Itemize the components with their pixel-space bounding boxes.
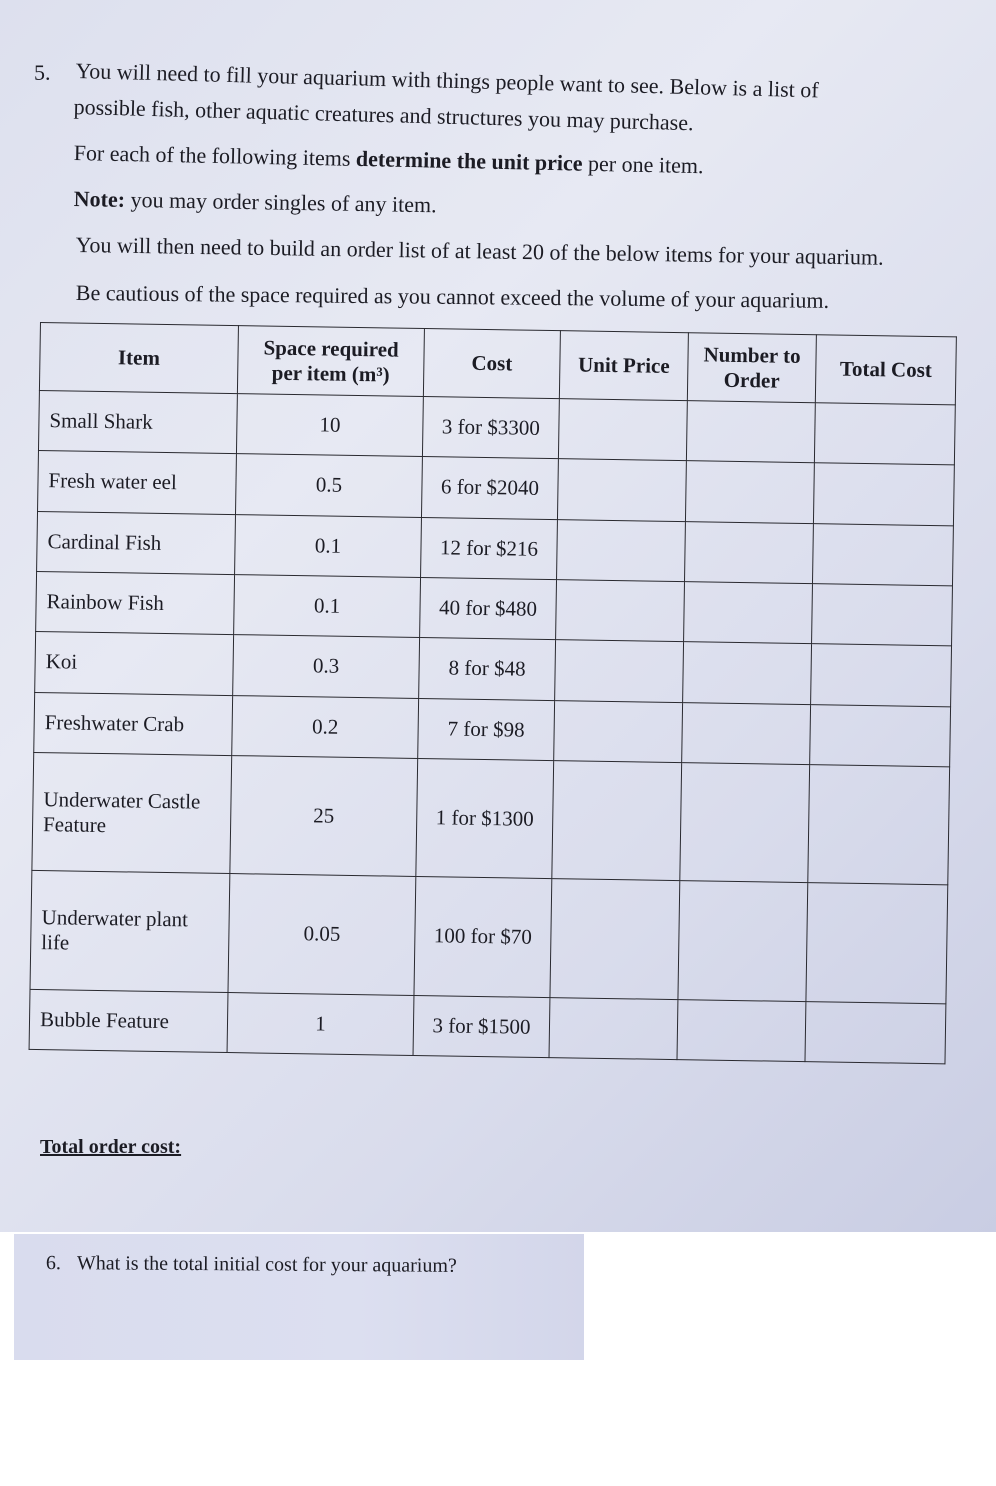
note-text: you may order singles of any item. [124, 186, 437, 218]
total-cost-cell[interactable] [812, 523, 953, 586]
number-to-order-cell[interactable] [680, 763, 810, 883]
space-required: 0.5 [236, 454, 423, 517]
note-label: Note: [73, 186, 126, 212]
item-name: Small Shark [38, 390, 237, 453]
number-to-order-cell[interactable] [685, 461, 814, 523]
item-name: Cardinal Fish [37, 511, 236, 574]
cost: 3 for $3300 [422, 397, 559, 459]
unit-price-cell[interactable] [550, 879, 680, 999]
unit-price-cell[interactable] [558, 399, 687, 461]
total-order-cost-label: Total order cost: [40, 1136, 182, 1158]
header-number-to-order: Number to Order [687, 333, 816, 403]
question-5-line-5: You will then need to build an order list of at least 20 of the below items for your aquarium. [75, 232, 884, 270]
question-5-line-6: Be cautious of the space required as you cannot exceed the volume of your aquarium. [75, 280, 830, 313]
total-cost-cell[interactable] [813, 463, 954, 526]
item-name: Fresh water eel [38, 451, 237, 514]
table-row [32, 752, 950, 885]
header-item: Item [39, 323, 238, 394]
question-5-line-2: possible fish, other aquatic creatures and structures you may purchase. [73, 94, 694, 136]
instruction-text: For each of the following items [73, 140, 357, 171]
number-to-order-cell[interactable] [685, 521, 814, 583]
number-to-order-cell[interactable] [682, 702, 811, 764]
total-cost-cell[interactable] [808, 765, 950, 886]
question-5-line-1: You will need to fill your aquarium with things people want to see. Below is a list of [75, 58, 819, 103]
cost: 6 for $2040 [421, 457, 558, 519]
item-name: Underwater plant life [30, 871, 230, 992]
cost: 3 for $1500 [413, 995, 550, 1058]
cost: 12 for $216 [421, 517, 558, 579]
space-required: 0.2 [232, 695, 419, 758]
cost: 100 for $70 [414, 877, 552, 997]
unit-price-cell[interactable] [554, 700, 683, 762]
instruction-text-end: per one item. [582, 150, 704, 179]
instruction-bold: determine the unit price [355, 145, 583, 176]
unit-price-cell[interactable] [557, 519, 686, 581]
space-required: 0.1 [234, 575, 421, 638]
space-required: 1 [227, 992, 414, 1055]
space-required: 0.05 [228, 874, 416, 995]
item-name: Koi [35, 632, 234, 695]
total-cost-cell[interactable] [805, 1001, 946, 1064]
question-6 [46, 1252, 457, 1278]
total-cost-cell[interactable] [814, 403, 955, 466]
space-required: 0.3 [233, 635, 420, 698]
number-to-order-cell[interactable] [677, 999, 806, 1061]
item-name: Rainbow Fish [36, 571, 235, 634]
total-cost-cell[interactable] [810, 704, 951, 767]
total-cost-cell[interactable] [811, 644, 952, 707]
header-total-cost: Total Cost [815, 335, 956, 405]
item-name: Bubble Feature [29, 989, 228, 1052]
space-required: 0.1 [235, 514, 422, 577]
cost: 1 for $1300 [416, 758, 554, 878]
cost: 7 for $98 [418, 698, 555, 760]
header-unit-price: Unit Price [559, 331, 688, 401]
number-to-order-cell[interactable] [678, 881, 808, 1001]
cost: 8 for $48 [419, 638, 556, 700]
space-required: 10 [236, 394, 423, 457]
item-name: Underwater Castle Feature [32, 752, 232, 873]
space-required: 25 [230, 756, 418, 877]
table-row [30, 871, 948, 1004]
unit-price-cell[interactable] [556, 580, 685, 642]
number-to-order-cell[interactable] [686, 401, 815, 463]
question-5-number: 5. [34, 60, 51, 85]
total-cost-cell[interactable] [806, 883, 948, 1004]
number-to-order-cell[interactable] [684, 582, 813, 644]
question-6-number: 6. [45, 1252, 61, 1275]
cost: 40 for $480 [420, 577, 557, 639]
unit-price-cell[interactable] [552, 761, 682, 881]
unit-price-cell[interactable] [555, 640, 684, 702]
unit-price-cell[interactable] [549, 997, 678, 1059]
number-to-order-cell[interactable] [683, 642, 812, 704]
unit-price-cell[interactable] [557, 459, 686, 521]
header-space: Space required per item (m³) [237, 326, 424, 397]
total-cost-cell[interactable] [812, 584, 953, 647]
question-6-text: What is the total initial cost for your aquarium? [76, 1252, 457, 1277]
item-name: Freshwater Crab [34, 692, 233, 755]
header-cost: Cost [423, 329, 560, 399]
order-table [29, 322, 957, 1064]
